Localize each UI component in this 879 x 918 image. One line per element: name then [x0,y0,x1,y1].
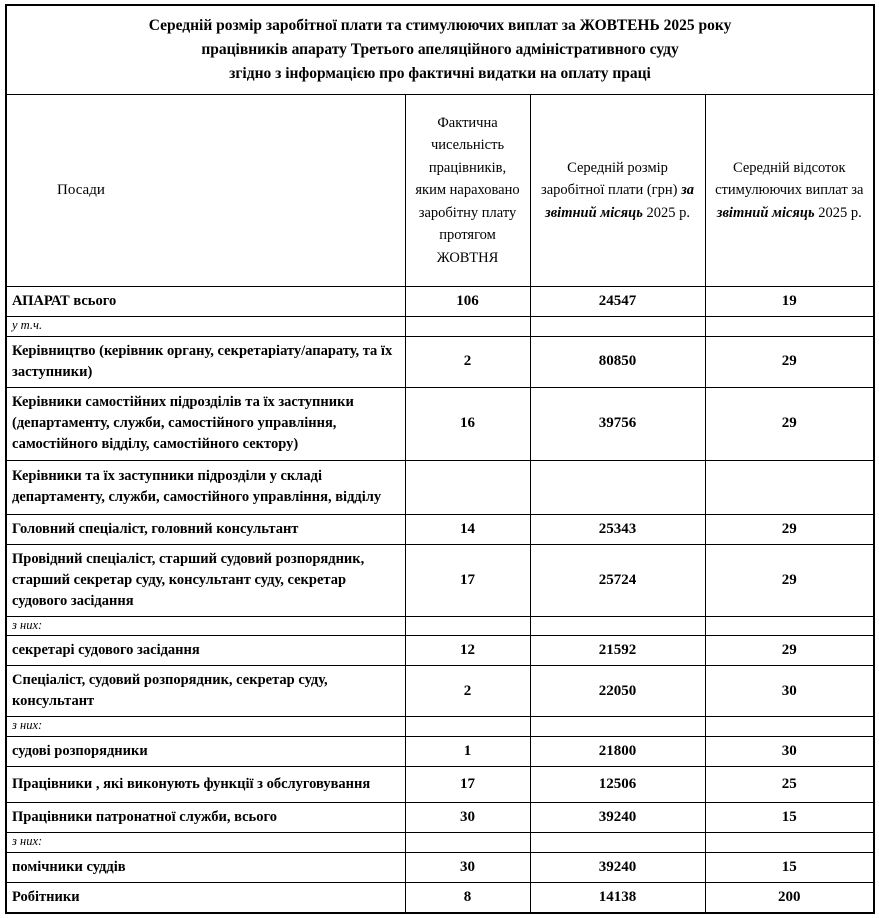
salary-cell: 39756 [530,387,705,460]
table-row [6,514,874,544]
table-row [6,852,874,882]
percent-cell: 25 [705,767,874,803]
percent-cell: 200 [705,882,874,913]
count-cell: 17 [405,767,530,803]
header-salary-text: Середній розмір заробітної плати (грн) [540,159,682,199]
table-title [6,5,874,95]
percent-cell: 29 [705,336,874,387]
title-row [6,5,874,95]
count-cell [405,317,530,337]
percent-cell [705,717,874,737]
salary-cell [530,717,705,737]
position-cell: у т.ч. [6,317,405,337]
note-row [6,616,874,636]
count-cell: 12 [405,636,530,666]
count-cell: 2 [405,336,530,387]
salary-table [5,4,875,914]
note-row [6,317,874,337]
table-row [6,666,874,717]
salary-cell: 21800 [530,737,705,767]
header-percent-year: 2025 р. [814,204,862,221]
salary-cell: 12506 [530,767,705,803]
position-cell: Працівники , які виконують функції з обслуговування [6,767,405,803]
count-cell: 1 [405,737,530,767]
table-row [6,737,874,767]
title-line-3: згідно з інформацією про фактичні видатки на оплату праці [229,65,651,83]
header-row [6,95,874,287]
salary-cell: 21592 [530,636,705,666]
title-line-1: Середній розмір заробітної плати та стимулюючих виплат за ЖОВТЕНЬ 2025 року [148,17,732,34]
table-row [6,544,874,616]
count-cell: 30 [405,803,530,833]
table-body [6,287,874,913]
salary-cell: 39240 [530,803,705,833]
position-cell: з них: [6,616,405,636]
table-row [6,803,874,833]
table-row [6,460,874,514]
count-cell [405,616,530,636]
percent-cell [705,833,874,853]
percent-cell: 19 [705,287,874,317]
count-cell: 14 [405,514,530,544]
note-row [6,717,874,737]
header-percent [705,95,874,287]
salary-cell [530,317,705,337]
position-cell: Керівництво (керівник органу, секретаріату/апарату, та їх заступники) [6,336,405,387]
salary-cell: 80850 [530,336,705,387]
count-cell [405,717,530,737]
table-row [6,387,874,460]
salary-cell [530,833,705,853]
title-line-2: працівників апарату Третього апеляційного адміністративного суду [201,41,679,59]
table-row [6,636,874,666]
position-cell: Керівники самостійних підрозділів та їх заступники (департаменту, служби, самостійного управління, самостійного відділу, самостійного сектору) [6,387,405,460]
table-row [6,767,874,803]
percent-cell [705,317,874,337]
percent-cell [705,460,874,514]
count-cell: 17 [405,544,530,616]
position-cell: Керівники та їх заступники підрозділи у складі департаменту, служби, самостійного управління, відділу [6,460,405,514]
percent-cell: 30 [705,666,874,717]
percent-cell: 29 [705,544,874,616]
table-row [6,882,874,913]
salary-cell: 22050 [530,666,705,717]
percent-cell [705,616,874,636]
header-positions: Посади [6,95,405,287]
count-cell: 2 [405,666,530,717]
percent-cell: 29 [705,387,874,460]
percent-cell: 15 [705,803,874,833]
salary-cell: 25724 [530,544,705,616]
salary-cell: 24547 [530,287,705,317]
percent-cell: 30 [705,737,874,767]
count-cell: 106 [405,287,530,317]
position-cell: Головний спеціаліст, головний консультант [6,514,405,544]
position-cell: з них: [6,717,405,737]
salary-cell [530,616,705,636]
salary-cell [530,460,705,514]
count-cell: 16 [405,387,530,460]
header-percent-emphasis: звітний місяць [716,204,815,221]
header-salary-year: 2025 р. [642,204,690,221]
salary-cell: 39240 [530,852,705,882]
table-row [6,336,874,387]
position-cell: з них: [6,833,405,853]
percent-cell: 29 [705,636,874,666]
position-cell: АПАРАТ всього [6,287,405,317]
count-cell [405,460,530,514]
count-cell [405,833,530,853]
salary-cell: 25343 [530,514,705,544]
position-cell: судові розпорядники [6,737,405,767]
count-cell: 8 [405,882,530,913]
position-cell: Працівники патронатної служби, всього [6,803,405,833]
position-cell: секретарі судового засідання [6,636,405,666]
note-row [6,833,874,853]
header-salary-emphasis: за звітний місяць [545,182,694,221]
position-cell: помічники суддів [6,852,405,882]
position-cell: Спеціаліст, судовий розпорядник, секретар суду, консультант [6,666,405,717]
count-cell: 30 [405,852,530,882]
percent-cell: 15 [705,852,874,882]
position-cell: Провідний спеціаліст, старший судовий розпорядник, старший секретар суду, консультант суду, секретар судового засідання [6,544,405,616]
header-percent-text: Середній відсоток стимулюючих виплат за [715,159,864,199]
header-count: Фактична чисельність працівників, яким нараховано заробітну плату протягом ЖОВТНЯ [405,95,530,287]
header-salary [530,95,705,287]
salary-cell: 14138 [530,882,705,913]
position-cell: Робітники [6,882,405,913]
table-row [6,287,874,317]
percent-cell: 29 [705,514,874,544]
